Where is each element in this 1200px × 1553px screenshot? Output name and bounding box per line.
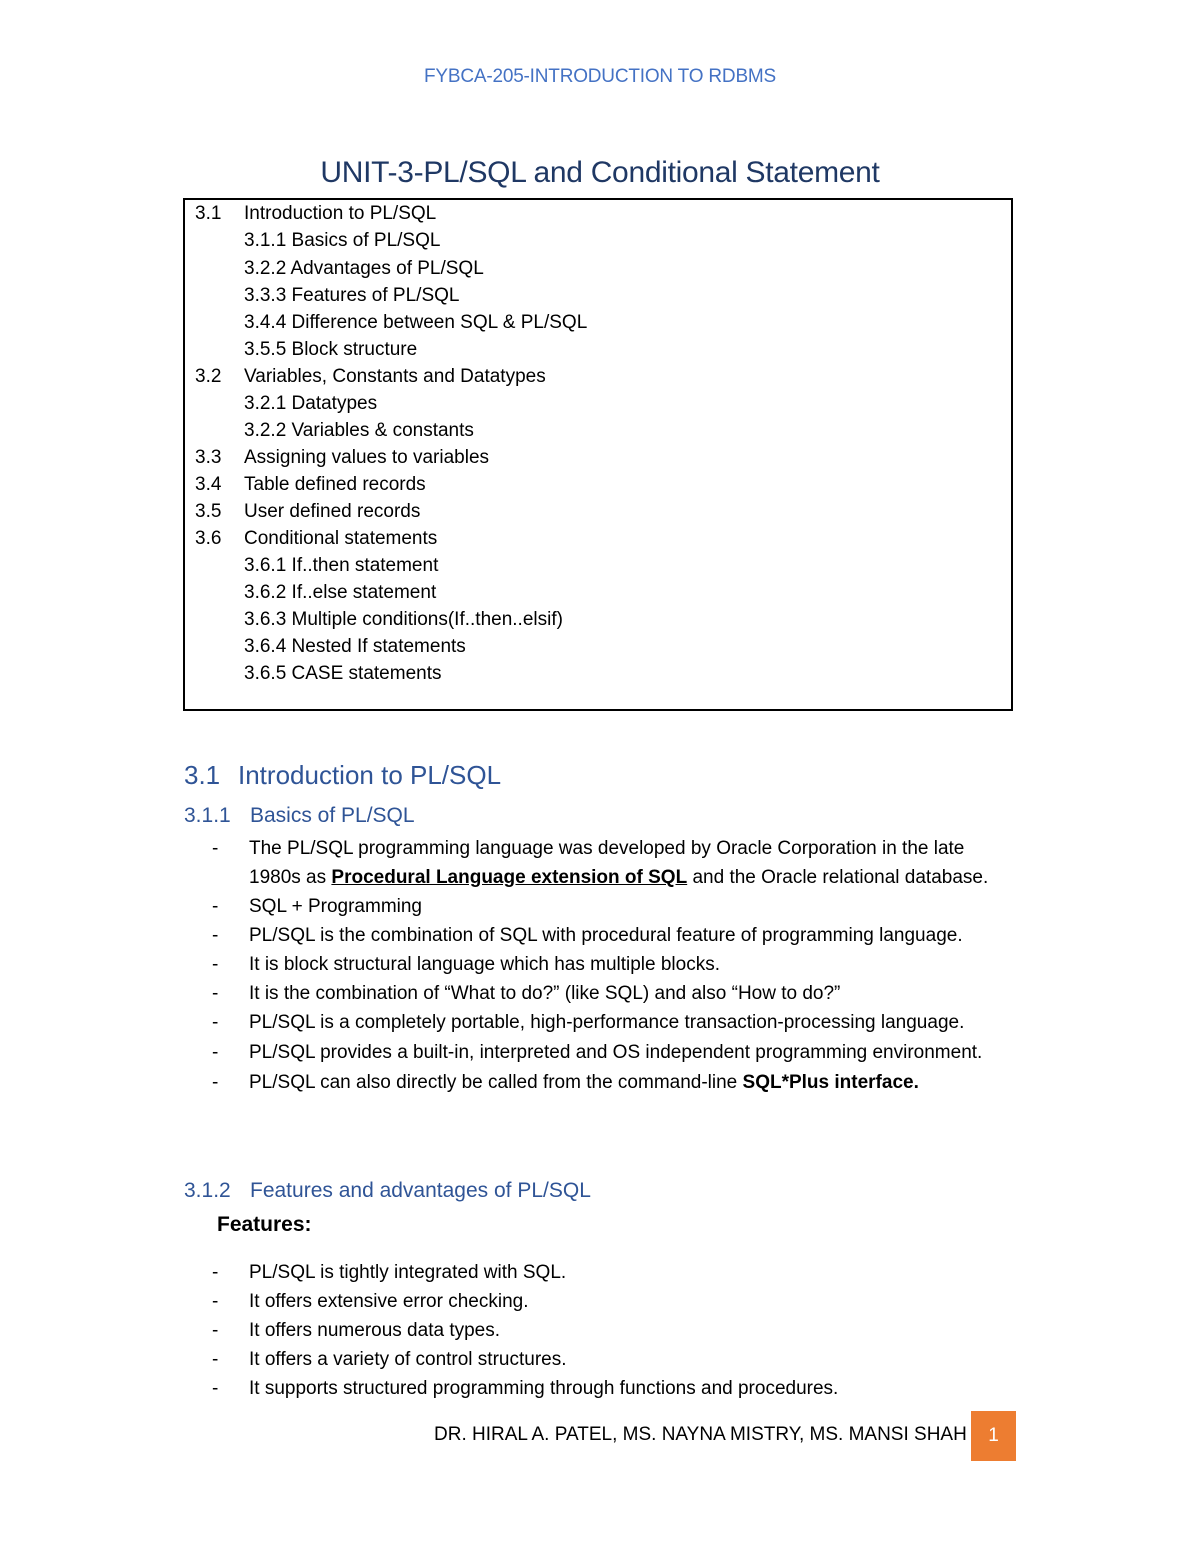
list-item [212, 1258, 1015, 1287]
section-title: Features and advantages of PL/SQL [250, 1179, 591, 1202]
section-number: 3.1.1 [184, 804, 231, 827]
toc-label: Variables, Constants and Datatypes [244, 366, 546, 387]
table-of-contents [183, 198, 1013, 711]
basics-bullet-list [212, 834, 1015, 1097]
toc-number: 3.1 [195, 203, 222, 224]
bullet-text: PL/SQL is the combination of SQL with procedural feature of programming language. [249, 925, 963, 946]
bullet-text: PL/SQL is a completely portable, high-performance transaction-processing language. [249, 1012, 965, 1033]
bullet-text: PL/SQL provides a built-in, interpreted and OS independent programming environment. [249, 1042, 983, 1063]
section-number: 3.1.2 [184, 1179, 231, 1202]
toc-number: 3.4 [195, 474, 222, 495]
bullet-text: It is block structural language which has multiple blocks. [249, 954, 721, 975]
bullet-dash: - [212, 925, 219, 946]
list-item [212, 892, 1015, 921]
bullet-dash: - [212, 1378, 219, 1399]
toc-label: 3.1.1 Basics of PL/SQL [244, 230, 441, 251]
bullet-dash: - [212, 1320, 219, 1341]
toc-label: Introduction to PL/SQL [244, 203, 437, 224]
bullet-dash: - [212, 838, 219, 859]
toc-number: 3.2 [195, 366, 222, 387]
list-item [212, 1008, 1015, 1037]
bullet-text: and the Oracle relational database. [687, 867, 989, 888]
list-item [212, 1037, 1015, 1068]
toc-number: 3.3 [195, 447, 222, 468]
bullet-dash: - [212, 1291, 219, 1312]
list-item [212, 979, 1015, 1008]
section-title: Introduction to PL/SQL [238, 760, 502, 790]
toc-label: Table defined records [244, 474, 426, 495]
toc-label: 3.6.4 Nested If statements [244, 636, 466, 657]
bullet-dash: - [212, 1072, 219, 1093]
toc-label: 3.2.1 Datatypes [244, 393, 378, 414]
bullet-text: It is the combination of “What to do?” (like SQL) and also “How to do?” [249, 983, 841, 1004]
bullet-text: PL/SQL is tightly integrated with SQL. [249, 1262, 567, 1283]
list-item [212, 1287, 1015, 1316]
toc-label: 3.2.2 Variables & constants [244, 420, 474, 441]
features-bullet-list [212, 1258, 1015, 1403]
section-heading-3-1-2 [184, 1179, 591, 1203]
toc-label: Assigning values to variables [244, 447, 490, 468]
bullet-text: It offers extensive error checking. [249, 1291, 529, 1312]
section-heading-3-1-1 [184, 804, 415, 828]
bullet-dash: - [212, 1012, 219, 1033]
toc-label: 3.3.3 Features of PL/SQL [244, 285, 460, 306]
unit-title: UNIT-3-PL/SQL and Conditional Statement [320, 156, 880, 189]
toc-label: 3.6.2 If..else statement [244, 582, 437, 603]
bullet-text: It offers a variety of control structures. [249, 1349, 567, 1370]
bullet-dash: - [212, 1262, 219, 1283]
section-heading-3-1 [184, 760, 501, 791]
bullet-emphasis: SQL*Plus interface. [742, 1072, 919, 1093]
bullet-text: The PL/SQL programming language was developed by Oracle Corporation in the late 1980s as [249, 838, 965, 888]
bullet-dash: - [212, 954, 219, 975]
bullet-dash: - [212, 1349, 219, 1370]
toc-label: 3.5.5 Block structure [244, 339, 418, 360]
toc-label: 3.2.2 Advantages of PL/SQL [244, 258, 484, 279]
bullet-dash: - [212, 1042, 219, 1063]
bullet-text: It offers numerous data types. [249, 1320, 501, 1341]
list-item [212, 921, 1015, 950]
toc-label: 3.6.3 Multiple conditions(If..then..elsif) [244, 609, 563, 630]
page-header: FYBCA-205-INTRODUCTION TO RDBMS [423, 66, 777, 87]
bullet-dash: - [212, 983, 219, 1004]
bullet-text: PL/SQL can also directly be called from the command-line [249, 1072, 743, 1093]
toc-label: User defined records [244, 501, 421, 522]
toc-number: 3.6 [195, 528, 222, 549]
list-item [212, 1316, 1015, 1345]
footer-authors: DR. HIRAL A. PATEL, MS. NAYNA MISTRY, MS. MANSI SHAH [434, 1424, 967, 1445]
toc-label: 3.6.5 CASE statements [244, 663, 442, 684]
list-item [212, 950, 1015, 979]
features-label: Features: [217, 1213, 312, 1236]
toc-number: 3.5 [195, 501, 222, 522]
bullet-dash: - [212, 896, 219, 917]
bullet-text: It supports structured programming through functions and procedures. [249, 1378, 839, 1399]
list-item [212, 1345, 1015, 1374]
toc-label: 3.4.4 Difference between SQL & PL/SQL [244, 312, 588, 333]
list-item [212, 834, 1015, 892]
page-number-badge: 1 [971, 1411, 1016, 1461]
bullet-emphasis: Procedural Language extension of SQL [331, 867, 688, 888]
list-item [212, 1374, 1015, 1403]
toc-label: 3.6.1 If..then statement [244, 555, 439, 576]
toc-label: Conditional statements [244, 528, 438, 549]
list-item [212, 1068, 1015, 1097]
bullet-text: SQL + Programming [249, 896, 423, 917]
section-title: Basics of PL/SQL [250, 804, 415, 827]
section-number: 3.1 [184, 760, 221, 790]
